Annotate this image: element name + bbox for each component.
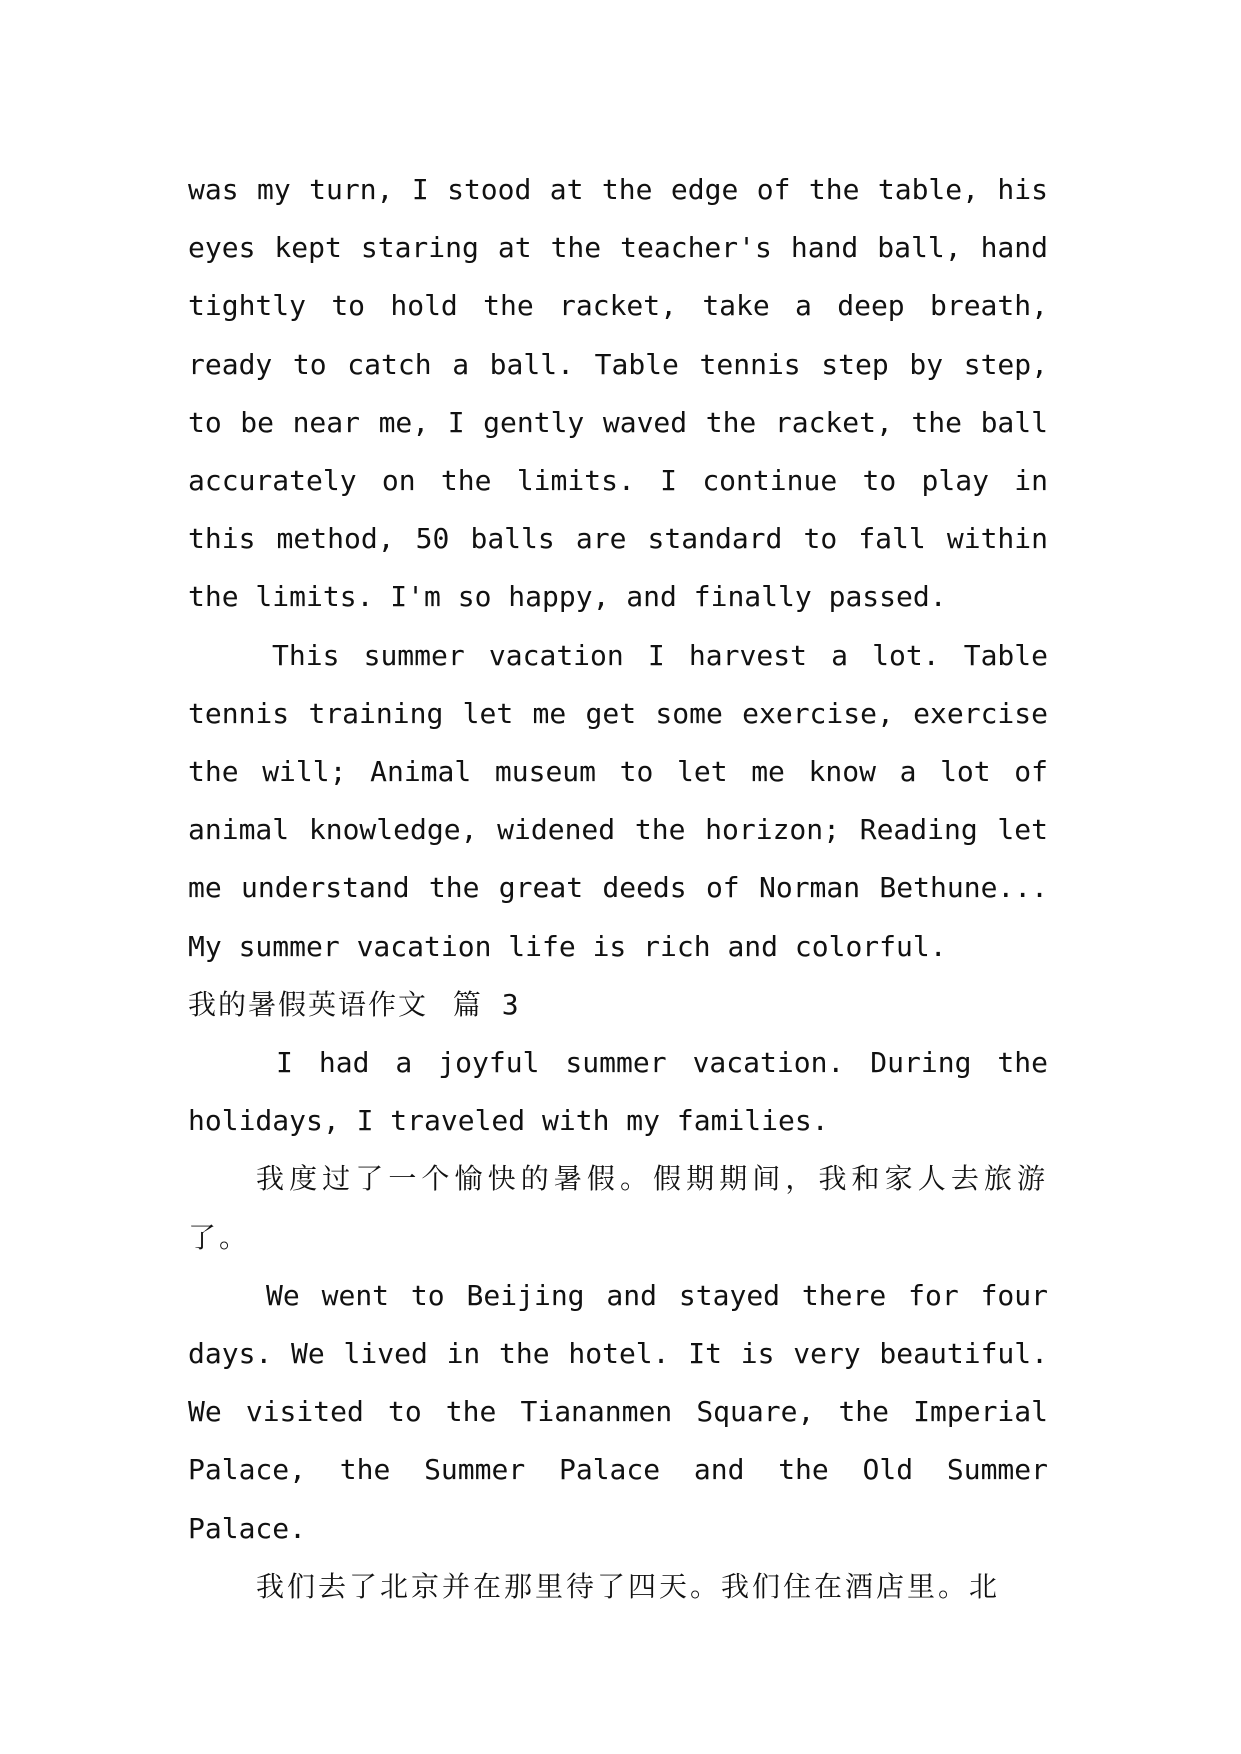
section-heading-title: 我的暑假英语作文 xyxy=(188,987,429,1021)
section-heading xyxy=(188,976,1048,1034)
body-paragraph: was my turn, I stood at the edge of the table, his eyes kept staring at the teacher's hand ball, hand tightly to hold the racket, take a deep breath, ready to catch a ball. Table tennis step by step, to be near me, I gently waved the racket, the ball accurately on the limits. I continue to play in this method, 50 balls are standard to fall within the limits. I'm so happy, and finally passed. xyxy=(188,173,1048,614)
body-paragraph: I had a joyful summer vacation. During the holidays, I traveled with my families. xyxy=(188,1046,1048,1138)
body-paragraph: This summer vacation I harvest a lot. Table tennis training let me get some exercise, exercise the will; Animal museum to let me know a lot of animal knowledge, widened the horizon; Reading let me understand the great deeds of Norman Bethune... My summer vacation life is rich and colorful. xyxy=(188,638,1048,963)
document-page xyxy=(188,161,1048,1616)
body-paragraph: We went to Beijing and stayed there for four days. We lived in the hotel. It is very beautiful. We visited to the Tiananmen Square, the Imperial Palace, the Summer Palace and the Old Summer Palace. xyxy=(188,1278,1048,1545)
body-paragraph-chinese: 我度过了一个愉快的暑假。假期期间，我和家人去旅游了。 xyxy=(188,1162,1048,1254)
section-heading-label: 篇 3 xyxy=(452,987,521,1021)
body-paragraph-chinese: 我们去了北京并在那里待了四天。我们住在酒店里。北 xyxy=(256,1569,1001,1603)
